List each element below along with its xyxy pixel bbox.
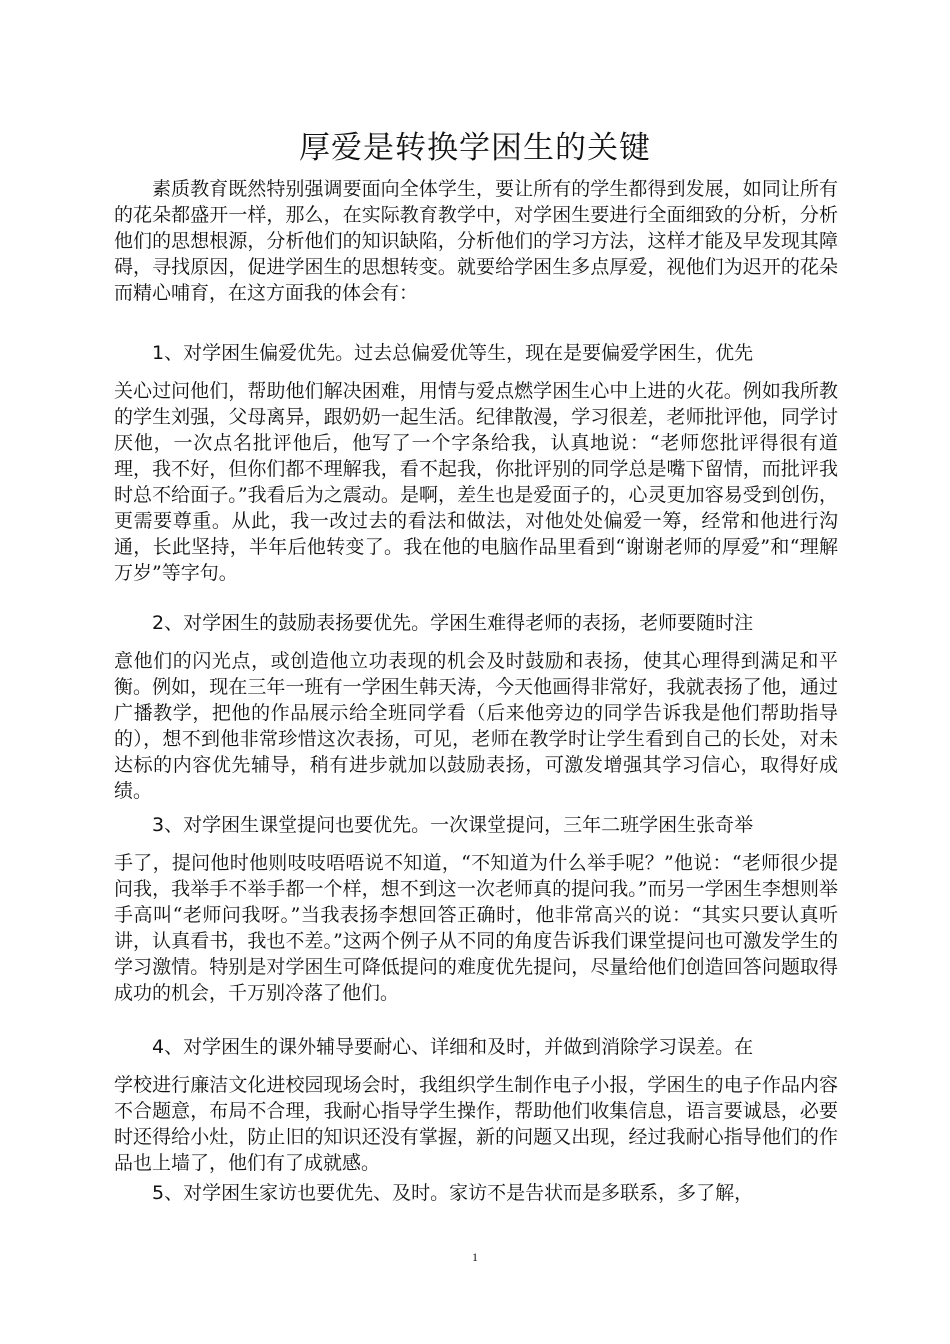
section-heading: 、对学困生的鼓励表扬要优先。学困生难得老师的表扬，老师要随时注 — [164, 612, 754, 634]
section-number: 5 — [152, 1182, 165, 1204]
section-number: 1 — [152, 342, 165, 364]
section-4-body: 学校进行廉洁文化进校园现场会时，我组织学生制作电子小报，学困生的电子作品内容不合题意，布局不合理，我耐心指导学生操作，帮助他们收集信息，语言要诚恳，必要时还得给小灶，防止旧的知识还没有掌握，新的问题又出现，经过我耐心指导他们的作品也上墙了，他们有了成就感。 — [114, 1074, 838, 1174]
section-3 — [114, 812, 838, 838]
section-3-body: 手了，提问他时他则吱吱唔唔说不知道，“不知道为什么举手呢？”他说：“老师很少提问我，我举手不举手都一个样，想不到这一次老师真的提问我。”而另一学困生李想则举手高叫“老师问我呀。”当我表扬李想回答正确时，他非常高兴的说：“其实只要认真听讲，认真看书，我也不差。”这两个例子从不同的角度告诉我们课堂提问也可激发学生的学习激情。特别是对学困生可降低提问的难度优先提问，尽量给他们创造回答问题取得成功的机会，千万别冷落了他们。 — [114, 852, 838, 1004]
section-number: 4 — [152, 1036, 165, 1058]
section-1 — [114, 340, 838, 366]
section-2 — [114, 610, 838, 636]
section-5 — [114, 1180, 838, 1206]
section-number: 3 — [152, 814, 165, 836]
section-2-body: 意他们的闪光点，或创造他立功表现的机会及时鼓励和表扬，使其心理得到满足和平衡。例如，现在三年一班有一学困生韩天涛，今天他画得非常好，我就表扬了他，通过广播教学，把他的作品展示给全班同学看（后来他旁边的同学告诉我是他们帮助指导的），想不到他非常珍惜这次表扬，可见，老师在教学时让学生看到自己的长处，对未达标的内容优先辅导，稍有进步就加以鼓励表扬，可激发增强其学习信心，取得好成绩。 — [114, 650, 838, 802]
section-heading: 、对学困生课堂提问也要优先。一次课堂提问，三年二班学困生张奇举 — [164, 814, 754, 836]
section-4 — [114, 1034, 838, 1060]
section-number: 2 — [152, 612, 165, 634]
page-number: 1 — [472, 1250, 478, 1264]
section-1-body: 关心过问他们，帮助他们解决困难，用情与爱点燃学困生心中上进的火花。例如我所教的学生刘强，父母离异，跟奶奶一起生活。纪律散漫，学习很差，老师批评他，同学讨厌他，一次点名批评他后，他写了一个字条给我，认真地说：“老师您批评得很有道理，我不好，但你们都不理解我，看不起我，你批评别的同学总是嘴下留情，而批评我时总不给面子。”我看后为之震动。是啊，差生也是爱面子的，心灵更加容易受到创伤，更需要尊重。从此，我一改过去的看法和做法，对他处处偏爱一筹，经常和他进行沟通，长此坚持，半年后他转变了。我在他的电脑作品里看到“谢谢老师的厚爱”和“理解万岁”等字句。 — [114, 380, 838, 584]
document-title: 厚爱是转换学困生的关键 — [299, 130, 651, 166]
intro-paragraph: 素质教育既然特别强调要面向全体学生，要让所有的学生都得到发展，如同让所有的花朵都盛开一样，那么，在实际教育教学中，对学困生要进行全面细致的分析，分析他们的思想根源，分析他们的知识缺陷，分析他们的学习方法，这样才能及早发现其障碍，寻找原因，促进学困生的思想转变。就要给学困生多点厚爱，视他们为迟开的花朵而精心哺育，在这方面我的体会有： — [114, 178, 838, 304]
section-heading: 、对学困生的课外辅导要耐心、详细和及时，并做到消除学习误差。在 — [164, 1036, 754, 1058]
section-heading: 、对学困生偏爱优先。过去总偏爱优等生，现在是要偏爱学困生，优先 — [164, 342, 754, 364]
section-heading: 、对学困生家访也要优先、及时。家访不是告状而是多联系，多了解， — [164, 1182, 754, 1204]
